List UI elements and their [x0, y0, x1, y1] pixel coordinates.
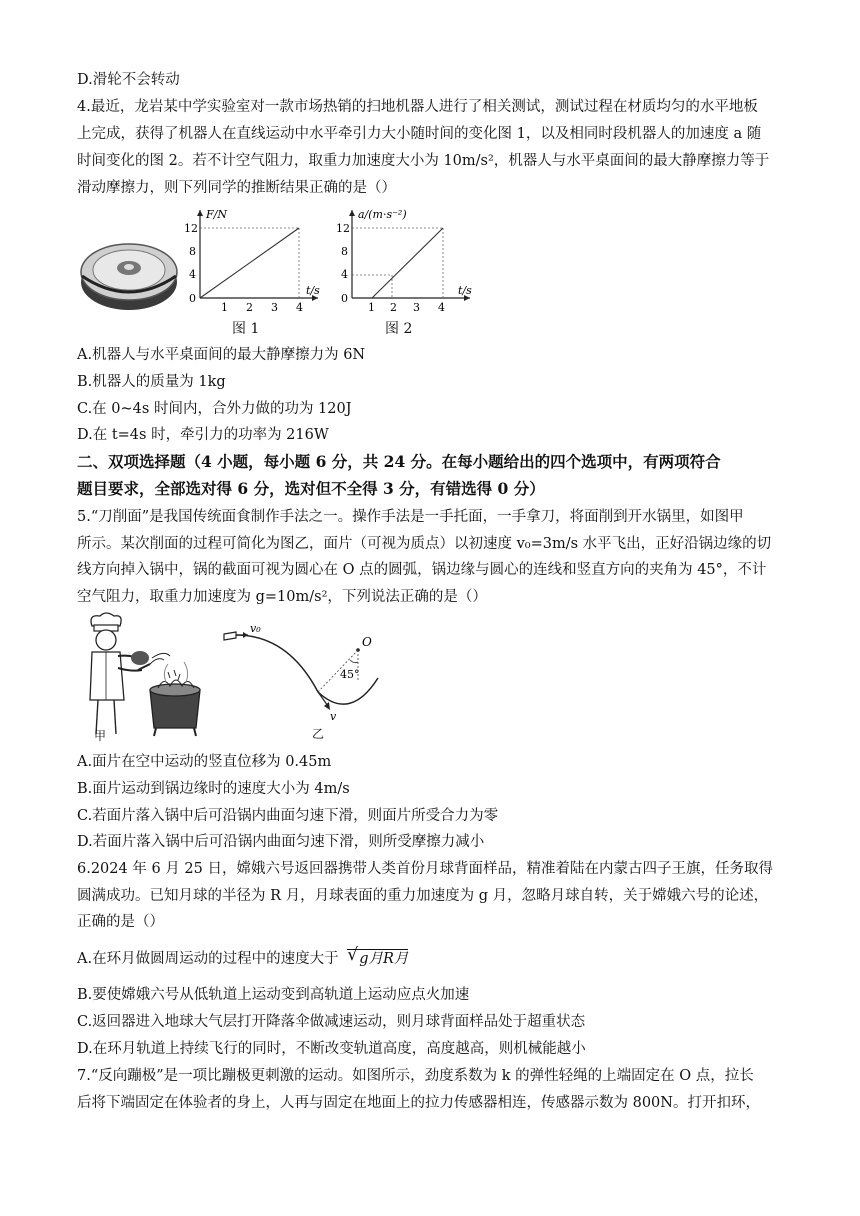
label-v0: v₀ — [250, 622, 261, 635]
fig1-tick-x3: 3 — [271, 301, 278, 314]
fig2-tick-0: 0 — [341, 292, 348, 305]
q6-option-a — [77, 945, 409, 969]
q7-stem-line-1: 7.“反向蹦极”是一项比蹦极更刺激的运动。如图所示，劲度系数为 k 的弹性轻绳的上端固定在 O 点，拉长 — [77, 1068, 754, 1084]
q6-option-a-text: A.在环月做圆周运动的过程中的速度大于 — [77, 951, 339, 967]
q4-stem-line-4: 滑动摩擦力，则下列同学的推断结果正确的是（） — [77, 180, 396, 196]
q5-option-a: A.面片在空中运动的竖直位移为 0.45m — [77, 754, 332, 770]
fig2-tick-4: 4 — [341, 268, 348, 281]
robot-vacuum-image — [78, 228, 180, 316]
q4-option-a: A.机器人与水平桌面间的最大静摩擦力为 6N — [77, 347, 366, 363]
fig1-tick-x4: 4 — [296, 301, 303, 314]
q4-option-b: B.机器人的质量为 1kg — [77, 374, 226, 390]
fig2-y-axis-label: a/(m·s⁻²) — [358, 208, 407, 221]
figure-jia-label: 甲 — [94, 729, 107, 743]
figure-2-caption: 图 2 — [385, 321, 413, 337]
q5-option-c: C.若面片落入锅中后可沿锅内曲面匀速下滑，则面片所受合力为零 — [77, 808, 499, 824]
q6-stem-line-3: 正确的是（） — [77, 914, 164, 930]
q5-stem-line-2: 所示。某次削面的过程可简化为图乙，面片（可视为质点）以初速度 v₀=3m/s 水平飞出，正好沿锅边缘的切 — [77, 536, 772, 552]
fig2-tick-8: 8 — [341, 245, 348, 258]
q5-option-d: D.若面片落入锅中后可沿锅内曲面匀速下滑，则所受摩擦力减小 — [77, 834, 485, 850]
q4-stem-line-2: 上完成，获得了机器人在直线运动中水平牵引力大小随时间的变化图 1，以及相同时段机器人的加速度 a 随 — [77, 126, 762, 142]
figure-1-caption: 图 1 — [232, 321, 260, 337]
q6-option-d: D.在环月轨道上持续飞行的同时，不断改变轨道高度，高度越高，则机械能越小 — [77, 1041, 586, 1057]
fig1-x-axis-label: t/s — [306, 284, 320, 297]
figure-jia-chef-image — [78, 612, 218, 742]
sqrt-formula — [347, 945, 409, 968]
q4-option-c: C.在 0~4s 时间内，合外力做的功为 120J — [77, 401, 352, 417]
q6-stem-line-1: 6.2024 年 6 月 25 日，嫦娥六号返回器携带人类首份月球背面样品，精准着陆在内蒙古四子王旗，任务取得 — [77, 861, 773, 877]
fig1-tick-4: 4 — [189, 268, 196, 281]
sqrt-formula-content: g月R月 — [359, 951, 409, 967]
fig1-tick-8: 8 — [189, 245, 196, 258]
fig1-tick-x2: 2 — [246, 301, 253, 314]
label-v: v — [330, 710, 337, 723]
q4-stem-line-3: 时间变化的图 2。若不计空气阻力，取重力加速度大小为 10m/s²，机器人与水平桌面间的最大静摩擦力等于 — [77, 153, 770, 169]
q4-stem-line-1: 4.最近，龙岩某中学实验室对一款市场热销的扫地机器人进行了相关测试，测试过程在材质均匀的水平地板 — [77, 99, 758, 115]
q5-stem-line-1: 5.“刀削面”是我国传统面食制作手法之一。操作手法是一手托面，一手拿刀，将面削到开水锅里，如图甲 — [77, 509, 744, 525]
fig2-x-axis-label: t/s — [458, 284, 472, 297]
q5-stem-line-4: 空气阻力，取重力加速度为 g=10m/s²，下列说法正确的是（） — [77, 589, 487, 605]
figure-1-force-time-graph — [178, 206, 328, 316]
fig1-tick-12: 12 — [184, 222, 198, 235]
fig2-tick-x4: 4 — [438, 301, 445, 314]
label-45-degrees: 45° — [340, 668, 360, 681]
q5-stem-line-3: 线方向掉入锅中，锅的截面可视为圆心在 O 点的圆弧，锅边缘与圆心的连线和竖直方向的夹角为 45°，不计 — [77, 562, 767, 578]
q6-option-b: B.要使嫦娥六号从低轨道上运动变到高轨道上运动应点火加速 — [77, 987, 470, 1003]
q5-option-b: B.面片运动到锅边缘时的速度大小为 4m/s — [77, 781, 350, 797]
fig2-tick-x3: 3 — [413, 301, 420, 314]
fig2-tick-x2: 2 — [390, 301, 397, 314]
q3-option-d: D.滑轮不会转动 — [77, 72, 180, 88]
fig1-tick-0: 0 — [189, 292, 196, 305]
q6-option-c: C.返回器进入地球大气层打开降落伞做减速运动，则月球背面样品处于超重状态 — [77, 1014, 586, 1030]
label-o: O — [362, 635, 372, 649]
section-2-heading-line-2: 题目要求，全部选对得 6 分，选对但不全得 3 分，有错选得 0 分） — [77, 479, 545, 498]
figure-yi-trajectory-diagram — [218, 618, 398, 738]
fig2-tick-x1: 1 — [368, 301, 375, 314]
figure-2-acceleration-time-graph — [330, 206, 480, 316]
figure-yi-label: 乙 — [312, 727, 325, 741]
q7-stem-line-2: 后将下端固定在体验者的身上，人再与固定在地面上的拉力传感器相连，传感器示数为 800N。打开扣环， — [77, 1095, 760, 1111]
section-2-heading-line-1: 二、双项选择题（4 小题，每小题 6 分，共 24 分。在每小题给出的四个选项中，有两项符合 — [77, 452, 721, 471]
sqrt-icon: √ — [347, 945, 359, 965]
q6-stem-line-2: 圆满成功。已知月球的半径为 R 月，月球表面的重力加速度为 g 月，忽略月球自转，关于嫦娥六号的论述， — [77, 888, 769, 904]
q4-option-d: D.在 t=4s 时，牵引力的功率为 216W — [77, 427, 329, 443]
fig1-tick-x1: 1 — [221, 301, 228, 314]
fig2-tick-12: 12 — [336, 222, 350, 235]
fig1-y-axis-label: F/N — [206, 208, 227, 221]
